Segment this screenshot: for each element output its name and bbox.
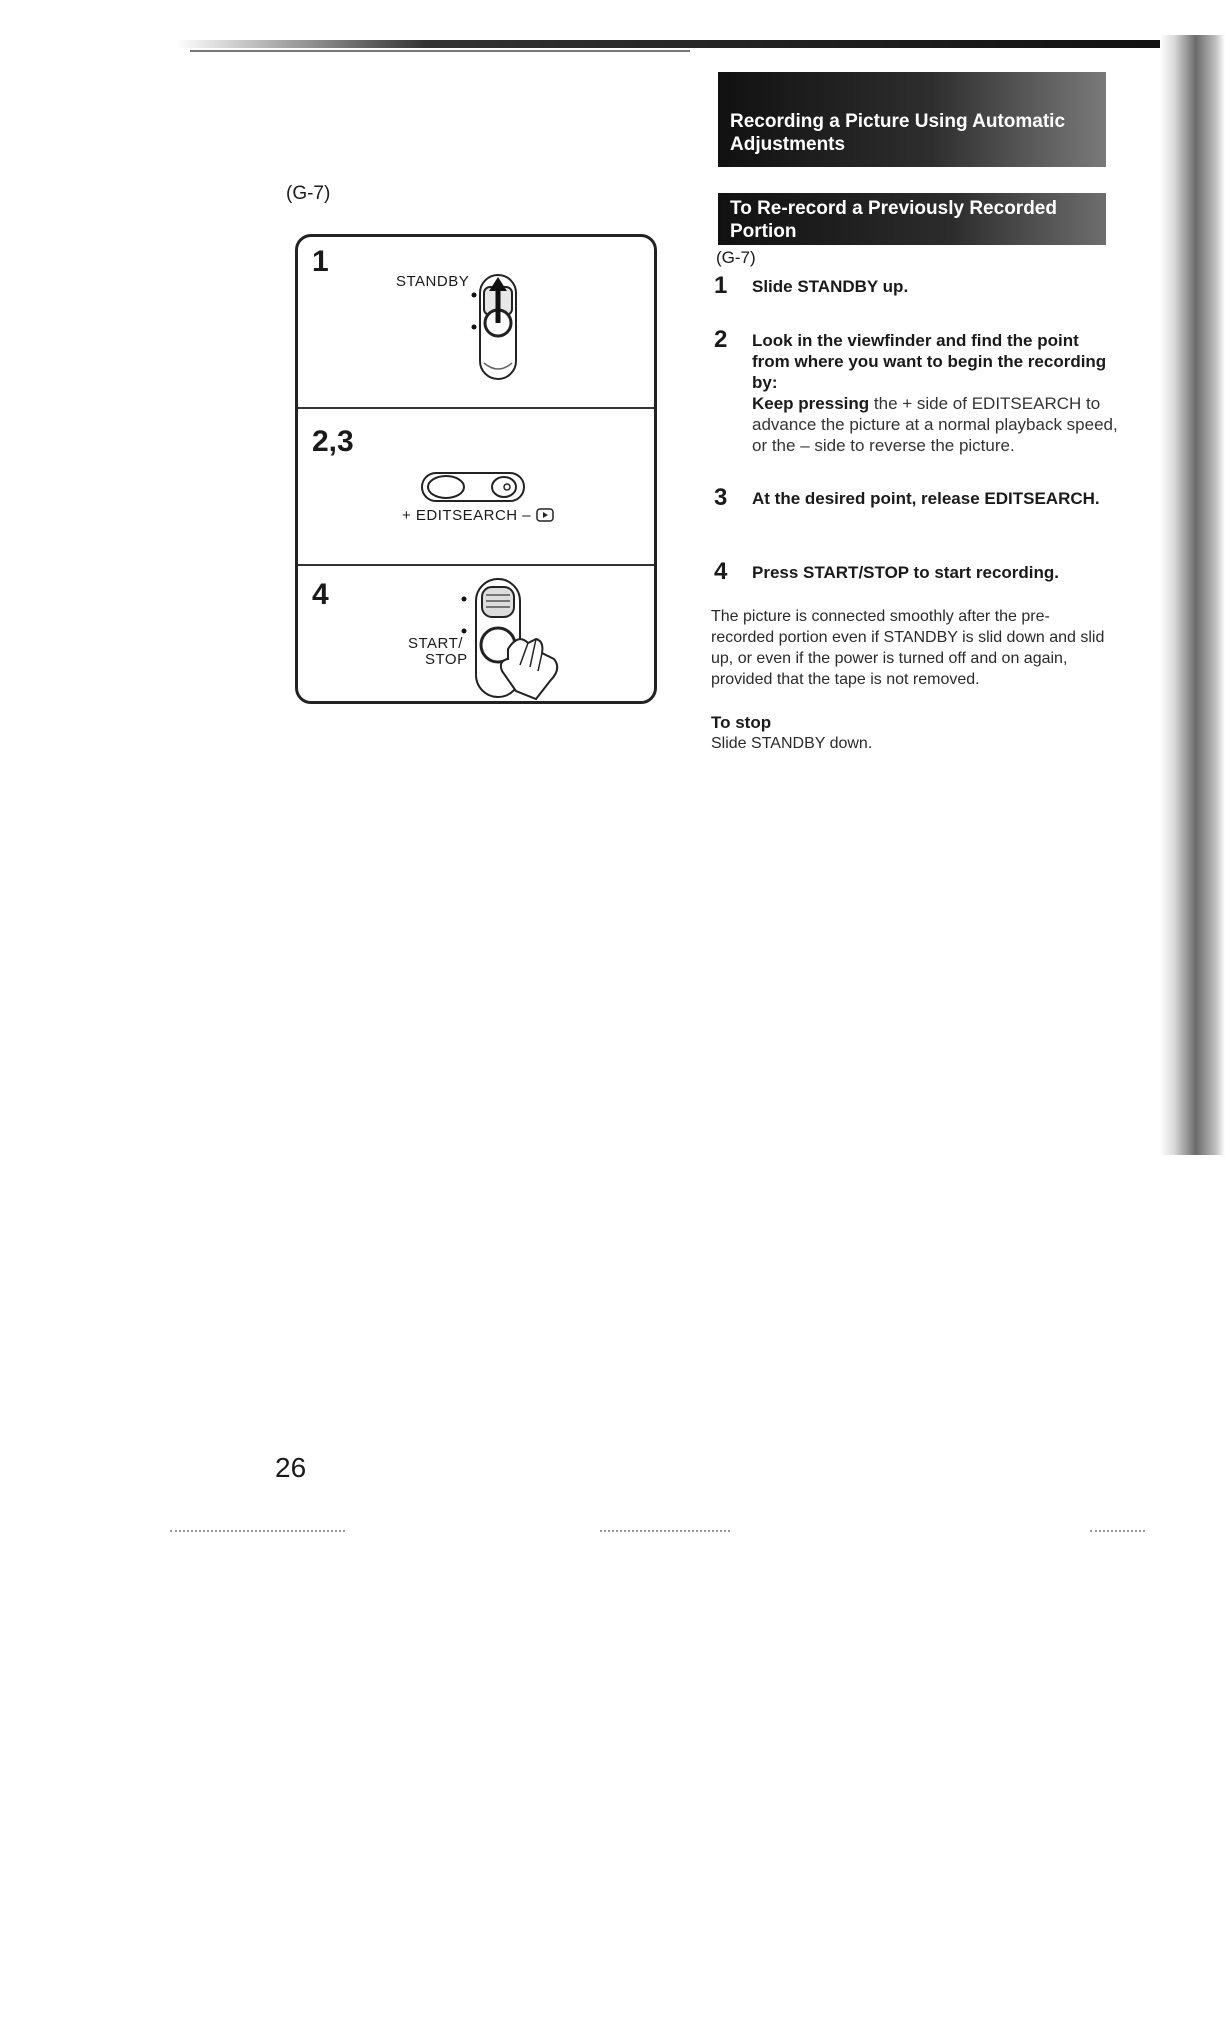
step-text: At the desired point, release EDITSEARCH. bbox=[752, 489, 1100, 508]
body-figure-reference: (G-7) bbox=[716, 248, 756, 267]
panel-step-number: 2,3 bbox=[312, 425, 354, 458]
top-thin-rule bbox=[190, 50, 690, 52]
top-scan-rule bbox=[175, 40, 1175, 48]
section-title-banner: Recording a Picture Using Automatic Adjustments bbox=[718, 72, 1106, 167]
step-text bbox=[752, 330, 1120, 456]
step-text: Press START/STOP to start recording. bbox=[752, 563, 1060, 582]
note-paragraph: The picture is connected smoothly after the pre-recorded portion even if STANDBY is slid down and slid up, or even if the power is turned off and on again, provided that the tape is not removed. bbox=[711, 608, 1105, 688]
panel-step-number: 1 bbox=[312, 245, 329, 278]
illustration-panel bbox=[295, 234, 657, 704]
step-number: 4 bbox=[714, 558, 728, 585]
to-stop-heading: To stop bbox=[711, 713, 772, 732]
editsearch-rocker-icon bbox=[418, 469, 528, 505]
scan-noise-right bbox=[1090, 1530, 1145, 1534]
step-number: 3 bbox=[714, 484, 728, 511]
page-edge-shadow bbox=[1160, 35, 1225, 1155]
figure-reference: (G-7) bbox=[286, 183, 331, 204]
step-detail: the + side of EDITSEARCH to advance the picture at a normal playback speed, or the – side to reverse the picture. bbox=[752, 394, 1118, 455]
stop-label: STOP bbox=[425, 651, 468, 668]
playback-icon bbox=[536, 508, 554, 522]
panel-step-number: 4 bbox=[312, 578, 329, 611]
subsection-title-banner: To Re-record a Previously Recorded Portion bbox=[718, 193, 1106, 245]
editsearch-label bbox=[402, 507, 554, 524]
scan-noise-left bbox=[170, 1530, 345, 1534]
standby-label: STANDBY bbox=[396, 273, 470, 290]
editsearch-label-text: + EDITSEARCH – bbox=[402, 507, 532, 524]
start-label: START/ bbox=[408, 635, 463, 652]
page-number: 26 bbox=[275, 1452, 307, 1483]
to-stop-text: Slide STANDBY down. bbox=[711, 735, 873, 752]
standby-switch-icon bbox=[468, 267, 528, 387]
step-lead-2: Keep pressing bbox=[752, 394, 870, 413]
start-stop-button-icon bbox=[458, 577, 568, 707]
step-lead: Look in the viewfinder and find the point from where you want to begin the recording by: bbox=[752, 331, 1107, 392]
step-text: Slide STANDBY up. bbox=[752, 277, 909, 296]
step-number: 1 bbox=[714, 272, 728, 299]
step-number: 2 bbox=[714, 326, 728, 353]
scan-noise-center bbox=[600, 1530, 730, 1534]
